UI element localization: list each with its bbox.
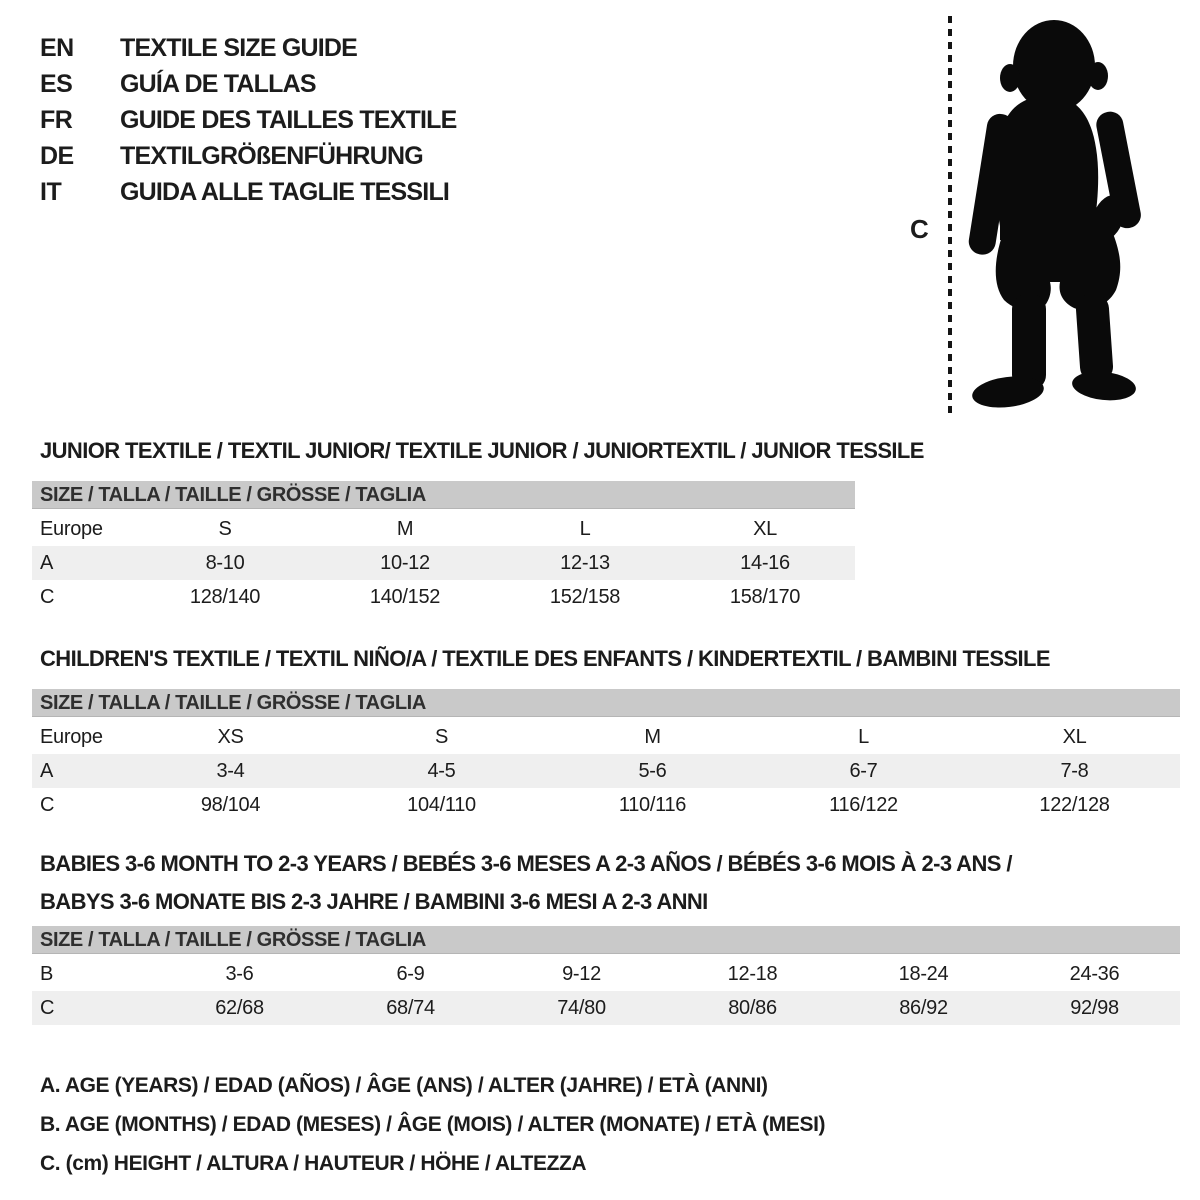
age-cell: 10-12 xyxy=(380,551,430,574)
babies-size-table xyxy=(32,926,1180,1025)
height-cell: 74/80 xyxy=(557,996,606,1019)
language-code: EN xyxy=(40,33,74,62)
row-label: Europe xyxy=(40,725,103,748)
children-size-table xyxy=(32,689,1180,822)
language-row-fr xyxy=(40,102,457,138)
height-cell: 62/68 xyxy=(215,996,264,1019)
language-label: GUIDE DES TAILLES TEXTILE xyxy=(120,105,457,134)
junior-size-table xyxy=(32,481,855,614)
legend xyxy=(40,1066,825,1183)
height-cell: 116/122 xyxy=(829,793,898,816)
size-cell: XL xyxy=(753,517,777,540)
table-row-europe xyxy=(32,512,855,546)
table-row-height xyxy=(32,580,855,614)
size-header-bar: SIZE / TALLA / TAILLE / GRÖSSE / TAGLIA xyxy=(32,689,1180,717)
language-row-es xyxy=(40,66,457,102)
table-row-age xyxy=(32,754,1180,788)
height-cell: 110/116 xyxy=(618,793,687,816)
junior-section-title xyxy=(40,432,924,470)
size-cell: L xyxy=(858,725,869,748)
language-list xyxy=(40,30,457,210)
size-cell: XL xyxy=(1062,725,1087,748)
age-cell: 9-12 xyxy=(562,962,601,985)
height-cell: 98/104 xyxy=(200,793,261,816)
table-row-height xyxy=(32,788,1180,822)
babies-section-title-line2: BABYS 3-6 MONATE BIS 2-3 JAHRE / BAMBINI 3-6 MESI A 2-3 ANNI xyxy=(40,889,708,914)
table-row-age xyxy=(32,546,855,580)
legend-line-b: B. AGE (MONTHS) / EDAD (MESES) / ÂGE (MOIS) / ALTER (MONATE) / ETÀ (MESI) xyxy=(40,1113,826,1136)
table-row-age-months xyxy=(32,957,1180,991)
language-code: FR xyxy=(40,105,73,134)
age-cell: 12-18 xyxy=(727,962,778,985)
age-cell: 4-5 xyxy=(427,759,456,782)
language-row-en xyxy=(40,30,457,66)
age-cell: 7-8 xyxy=(1060,759,1089,782)
row-label: A xyxy=(40,759,54,782)
table-row-height xyxy=(32,991,1180,1025)
age-cell: 6-7 xyxy=(849,759,878,782)
legend-line-c: C. (cm) HEIGHT / ALTURA / HAUTEUR / HÖHE / ALTEZZA xyxy=(40,1152,587,1175)
size-cell: S xyxy=(434,725,449,748)
row-label: B xyxy=(40,962,54,985)
height-cell: 140/152 xyxy=(369,585,441,608)
language-code: IT xyxy=(40,177,62,206)
language-row-it xyxy=(40,174,457,210)
height-cell: 80/86 xyxy=(728,996,777,1019)
row-label: Europe xyxy=(40,517,103,540)
language-row-de xyxy=(40,138,457,174)
height-cell: 152/158 xyxy=(549,585,621,608)
children-section-title xyxy=(40,640,1050,678)
size-header-bar: SIZE / TALLA / TAILLE / GRÖSSE / TAGLIA xyxy=(32,926,1180,954)
age-cell: 5-6 xyxy=(638,759,667,782)
height-cell: 92/98 xyxy=(1070,996,1119,1019)
language-label: TEXTILE SIZE GUIDE xyxy=(120,33,358,62)
size-cell: XS xyxy=(217,725,244,748)
language-label: GUIDA ALLE TAGLIE TESSILI xyxy=(120,177,450,206)
age-cell: 6-9 xyxy=(396,962,425,985)
size-cell: M xyxy=(396,517,414,540)
height-measure-line xyxy=(948,16,952,416)
row-label: C xyxy=(40,996,55,1019)
language-code: DE xyxy=(40,141,74,170)
height-cell: 158/170 xyxy=(729,585,801,608)
legend-line-a: A. AGE (YEARS) / EDAD (AÑOS) / ÂGE (ANS) / ALTER (JAHRE) / ETÀ (ANNI) xyxy=(40,1074,768,1097)
size-cell: L xyxy=(579,517,591,540)
age-cell: 3-4 xyxy=(216,759,245,782)
table-row-europe xyxy=(32,720,1180,754)
height-cell: 104/110 xyxy=(407,793,476,816)
language-label: TEXTILGRÖßENFÜHRUNG xyxy=(120,141,423,170)
language-label: GUÍA DE TALLAS xyxy=(120,69,316,98)
row-label: C xyxy=(40,585,55,608)
age-cell: 24-36 xyxy=(1069,962,1120,985)
height-cell: 86/92 xyxy=(899,996,948,1019)
row-label: C xyxy=(40,793,55,816)
row-label: A xyxy=(40,551,54,574)
children-section-title-text: CHILDREN'S TEXTILE / TEXTIL NIÑO/A / TEXTILE DES ENFANTS / KINDERTEXTIL / BAMBINI TESSILE xyxy=(40,646,1050,671)
babies-section-title xyxy=(40,845,1012,921)
age-cell: 8-10 xyxy=(205,551,245,574)
size-cell: S xyxy=(218,517,232,540)
age-cell: 12-13 xyxy=(560,551,610,574)
size-cell: M xyxy=(644,725,661,748)
babies-section-title-line1: BABIES 3-6 MONTH TO 2-3 YEARS / BEBÉS 3-6 MESES A 2-3 AÑOS / BÉBÉS 3-6 MOIS À 2-3 ANS / xyxy=(40,851,1012,876)
age-cell: 14-16 xyxy=(740,551,790,574)
age-cell: 3-6 xyxy=(225,962,254,985)
height-cell: 122/128 xyxy=(1039,793,1110,816)
language-code: ES xyxy=(40,69,73,98)
toddler-silhouette-icon xyxy=(962,12,1146,416)
height-cell: 128/140 xyxy=(189,585,261,608)
junior-section-title-text: JUNIOR TEXTILE / TEXTIL JUNIOR/ TEXTILE JUNIOR / JUNIORTEXTIL / JUNIOR TESSILE xyxy=(40,438,924,463)
size-header-bar: SIZE / TALLA / TAILLE / GRÖSSE / TAGLIA xyxy=(32,481,855,509)
height-cell: 68/74 xyxy=(386,996,435,1019)
age-cell: 18-24 xyxy=(898,962,949,985)
height-measure-label: C xyxy=(910,214,929,244)
